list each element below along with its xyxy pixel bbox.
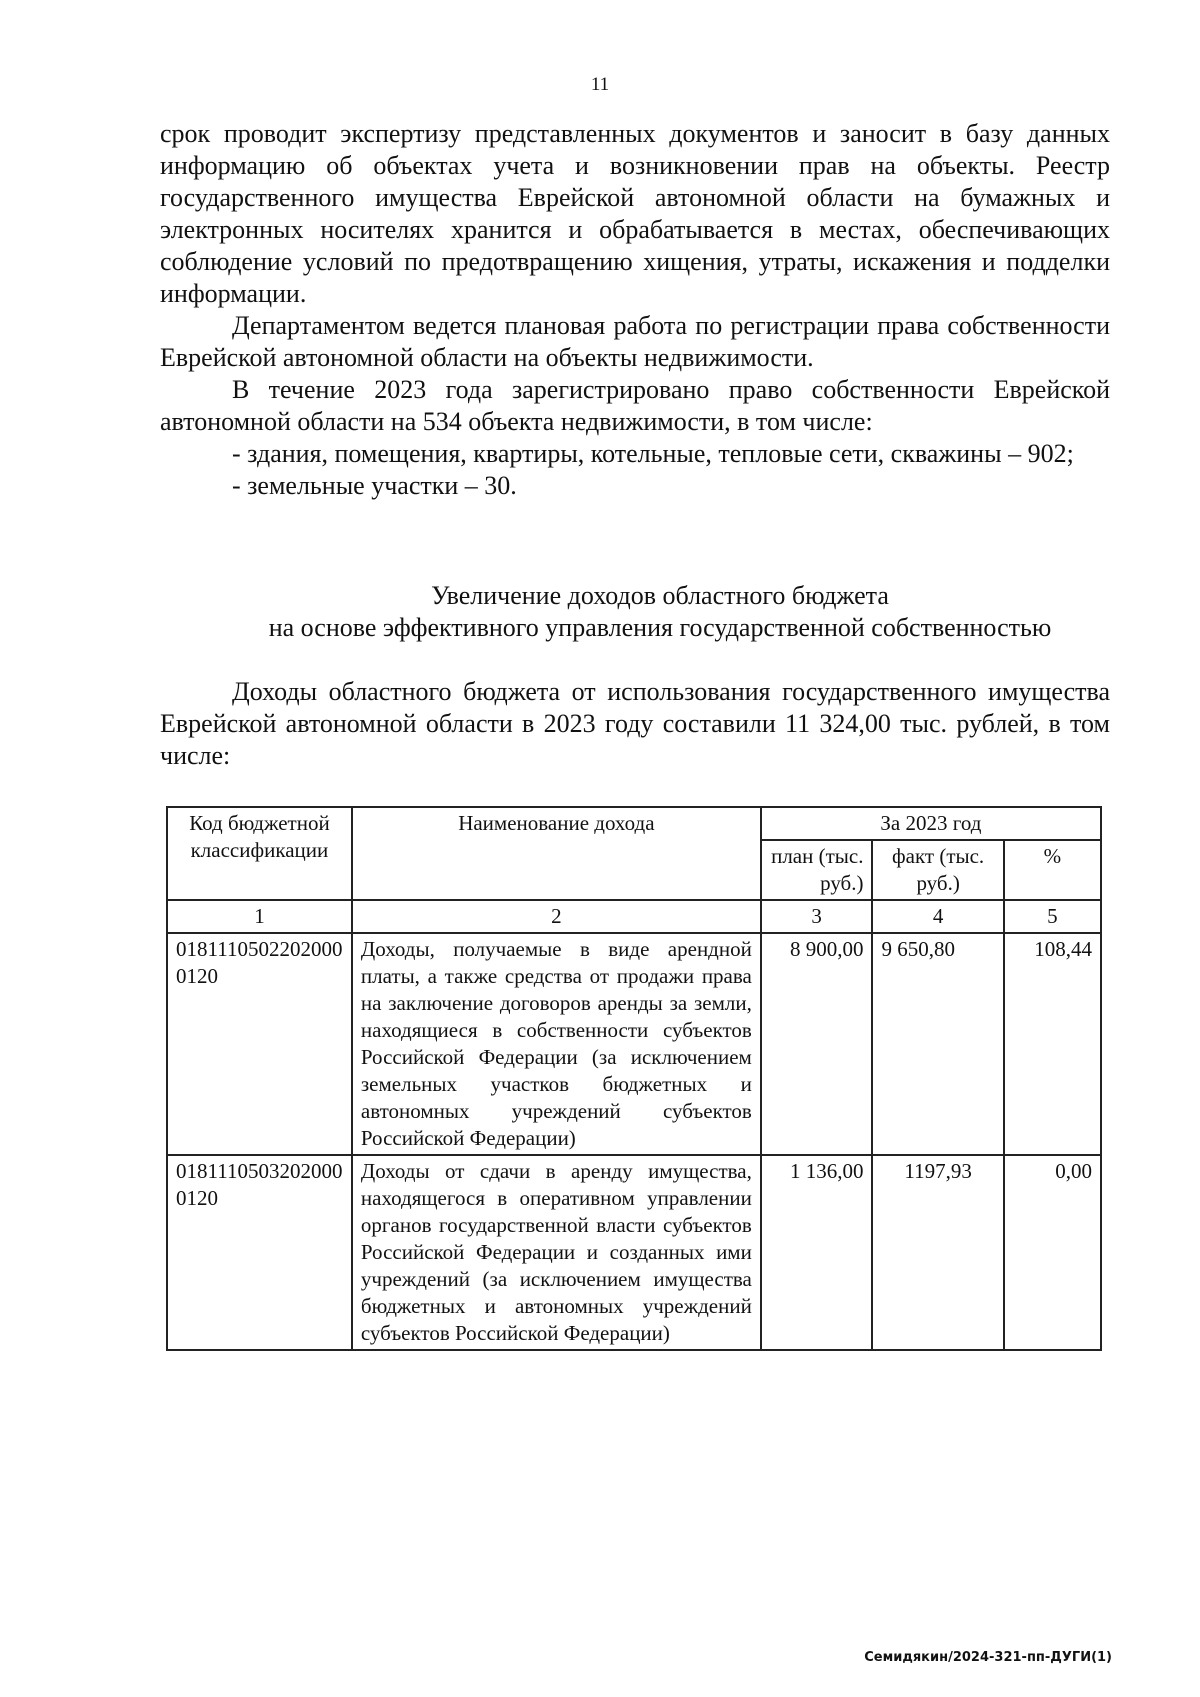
row-name: Доходы, получаемые в виде арендной платы, а также средства от продажи права на заключение договоров аренды за земли, находящиеся в собственности субъектов Российской Федерации (за исключением земельных участков бюджетных и автономных учреждений субъектов Российской Федерации) xyxy=(352,933,761,1155)
row-name: Доходы от сдачи в аренду имущества, находящегося в оперативном управлении органов государственной власти субъектов Российской Федерации и созданных ими учреждений (за исключением имущества бюджетных и автономных учреждений субъектов Российской Федерации) xyxy=(352,1155,761,1350)
column-number: 4 xyxy=(872,900,1003,933)
section-heading xyxy=(160,580,1160,644)
row-code: 01811105022020000120 xyxy=(167,933,352,1155)
row-fact: 9 650,80 xyxy=(872,933,1003,1155)
row-plan: 1 136,00 xyxy=(761,1155,873,1350)
header-percent: % xyxy=(1004,840,1101,900)
header-code: Код бюджетной классификации xyxy=(167,807,352,900)
paragraph-registry: срок проводит экспертизу представленных документов и заносит в базу данных информацию об объектах учета и возникновении прав на объекты. Реестр государственного имущества Еврейской автономной области на бумажных и электронных носителях хранится и обрабатывается в местах, обеспечивающих соблюдение условий по предотвращению хищения, утраты, искажения и подделки информации. xyxy=(160,119,1110,308)
table-column-numbers-row xyxy=(167,900,1101,933)
footer-document-code: Семидякин/2024-321-пп-ДУГИ(1) xyxy=(864,1650,1112,1665)
paragraph-registered-objects: В течение 2023 года зарегистрировано право собственности Еврейской автономной области на 534 объекта недвижимости, в том числе: xyxy=(160,375,1110,436)
section-heading-line-2: на основе эффективного управления государственной собственностью xyxy=(268,613,1052,642)
row-plan: 8 900,00 xyxy=(761,933,873,1155)
row-code: 01811105032020000120 xyxy=(167,1155,352,1350)
header-period: За 2023 год xyxy=(761,807,1101,840)
header-fact: факт (тыс. руб.) xyxy=(872,840,1003,900)
page-number: 11 xyxy=(590,74,610,95)
row-fact: 1197,93 xyxy=(872,1155,1003,1350)
column-number: 5 xyxy=(1004,900,1101,933)
column-number: 3 xyxy=(761,900,873,933)
income-text xyxy=(160,676,1110,772)
table-header-row xyxy=(167,807,1101,840)
income-table xyxy=(166,806,1102,1351)
list-item-land-plots: - земельные участки – 30. xyxy=(232,471,517,500)
row-percent: 108,44 xyxy=(1004,933,1101,1155)
row-percent: 0,00 xyxy=(1004,1155,1101,1350)
paragraph-registration-work: Департаментом ведется плановая работа по регистрации права собственности Еврейской автономной области на объекты недвижимости. xyxy=(160,311,1110,372)
table-row xyxy=(167,933,1101,1155)
header-plan: план (тыс. руб.) xyxy=(761,840,873,900)
table-row xyxy=(167,1155,1101,1350)
header-name: Наименование дохода xyxy=(352,807,761,900)
column-number: 2 xyxy=(352,900,761,933)
paragraph-income-total: Доходы областного бюджета от использования государственного имущества Еврейской автономной области в 2023 году составили 11 324,00 тыс. рублей, в том числе: xyxy=(160,677,1110,770)
column-number: 1 xyxy=(167,900,352,933)
list-item-buildings: - здания, помещения, квартиры, котельные, тепловые сети, скважины – 902; xyxy=(232,439,1074,468)
body-text xyxy=(160,118,1110,502)
section-heading-line-1: Увеличение доходов областного бюджета xyxy=(431,581,889,610)
